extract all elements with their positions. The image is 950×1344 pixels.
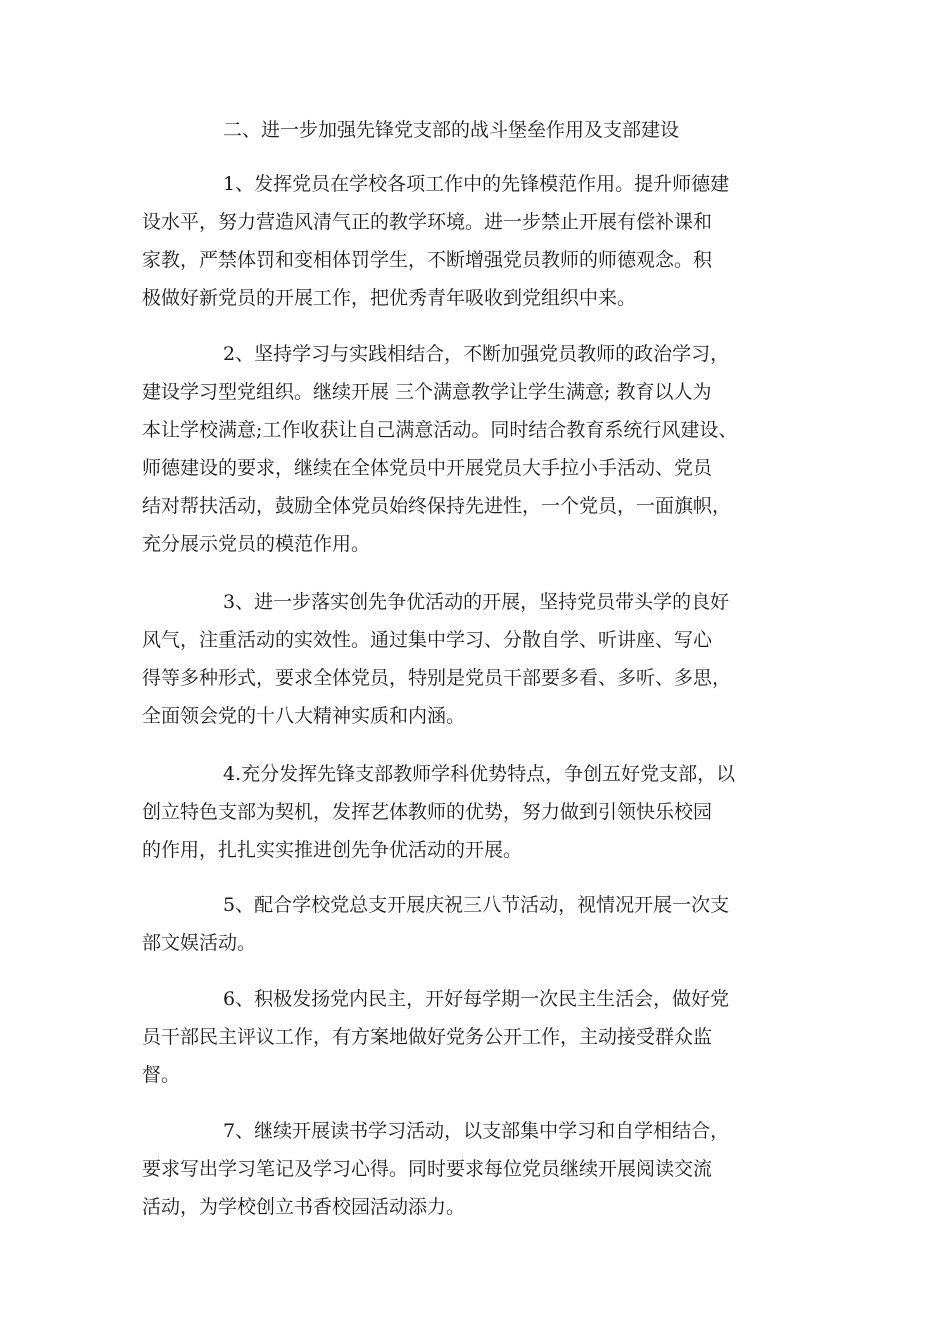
paragraph-line: 3、进一步落实创先争优活动的开展，坚持党员带头学的良好 xyxy=(223,591,730,613)
paragraph-line: 5、配合学校党总支开展庆祝三八节活动，视情况开展一次支 xyxy=(223,894,730,916)
paragraph-7 xyxy=(142,1112,822,1226)
paragraph-line: 员干部民主评议工作，有方案地做好党务公开工作，主动接受群众监 xyxy=(142,1026,713,1048)
paragraph-line: 得等多种形式，要求全体党员，特别是党员干部要多看、多听、多思， xyxy=(142,667,732,689)
paragraph-line: 4.充分发挥先锋支部教师学科优势特点，争创五好党支部，以 xyxy=(223,763,736,785)
paragraph-line: 的作用，扎扎实实推进创先争优活动的开展。 xyxy=(142,839,523,861)
paragraph-line: 设水平，努力营造风清气正的教学环境。进一步禁止开展有偿补课和 xyxy=(142,211,713,233)
paragraph-line: 部文娱活动。 xyxy=(142,932,257,954)
paragraph-line: 2、坚持学习与实践相结合，不断加强党员教师的政治学习， xyxy=(223,343,730,365)
paragraph-2 xyxy=(142,335,822,563)
paragraph-line: 7、继续开展读书学习活动，以支部集中学习和自学相结合， xyxy=(223,1120,730,1142)
paragraph-line: 6、积极发扬党内民主，开好每学期一次民主生活会，做好党 xyxy=(223,988,730,1010)
paragraph-line: 风气，注重活动的实效性。通过集中学习、分散自学、听讲座、写心 xyxy=(142,629,713,651)
paragraph-line: 创立特色支部为契机，发挥艺体教师的优势，努力做到引领快乐校园 xyxy=(142,801,713,823)
paragraph-line: 活动，为学校创立书香校园活动添力。 xyxy=(142,1196,466,1218)
paragraph-line: 充分展示党员的模范作用。 xyxy=(142,533,371,555)
section-heading: 二、进一步加强先锋党支部的战斗堡垒作用及支部建设 xyxy=(223,119,680,141)
paragraph-4 xyxy=(142,755,822,869)
paragraph-line: 督。 xyxy=(142,1064,181,1086)
paragraph-line: 1、发挥党员在学校各项工作中的先锋模范作用。提升师德建 xyxy=(223,173,730,195)
paragraph-1 xyxy=(142,165,822,317)
paragraph-5 xyxy=(142,886,822,962)
paragraph-line: 结对帮扶活动，鼓励全体党员始终保持先进性，一个党员，一面旗帜， xyxy=(142,495,732,517)
paragraph-line: 极做好新党员的开展工作，把优秀青年吸收到党组织中来。 xyxy=(142,287,637,309)
paragraph-line: 要求写出学习笔记及学习心得。同时要求每位党员继续开展阅读交流 xyxy=(142,1158,713,1180)
paragraph-line: 本让学校满意;工作收获让自己满意活动。同时结合教育系统行风建设、 xyxy=(142,419,738,441)
paragraph-6 xyxy=(142,980,822,1094)
paragraph-line: 师德建设的要求，继续在全体党员中开展党员大手拉小手活动、党员 xyxy=(142,457,713,479)
paragraph-line: 家教，严禁体罚和变相体罚学生，不断增强党员教师的师德观念。积 xyxy=(142,249,713,271)
paragraph-line: 全面领会党的十八大精神实质和内涵。 xyxy=(142,705,466,727)
paragraph-3 xyxy=(142,583,822,735)
paragraph-line: 建设学习型党组织。继续开展 三个满意教学让学生满意; 教育以人为 xyxy=(142,381,712,403)
